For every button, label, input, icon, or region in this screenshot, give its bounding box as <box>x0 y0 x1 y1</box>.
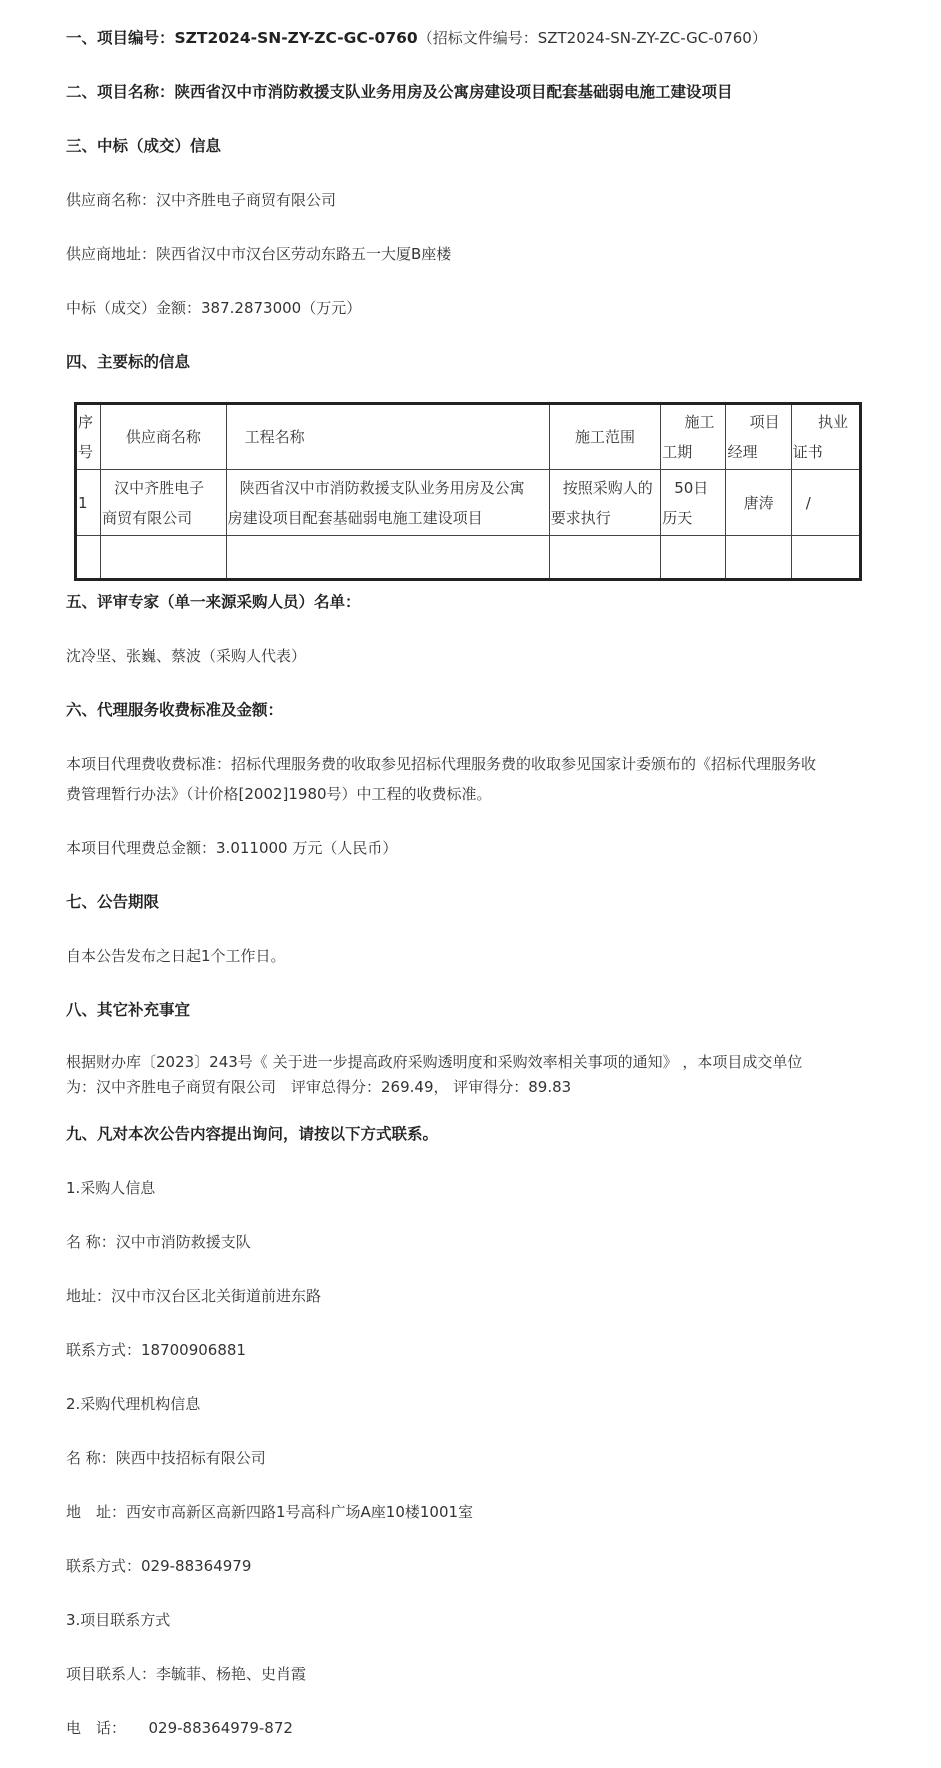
header-project: 工程名称 <box>226 404 549 470</box>
agency-name: 名 称：陕西中技招标有限公司 <box>66 1449 266 1467</box>
table-row-empty <box>76 536 861 580</box>
header-period: 施工 工期 <box>661 404 726 470</box>
project-contact-people: 项目联系人：李毓菲、杨艳、史肖霞 <box>66 1665 307 1683</box>
header-supplier: 供应商名称 <box>101 404 226 470</box>
award-info-heading: 三、中标（成交）信息 <box>66 137 222 155</box>
main-subject-heading: 四、主要标的信息 <box>66 353 191 371</box>
cell-seq: 1 <box>76 470 101 536</box>
buyer-contact: 联系方式：18700906881 <box>66 1341 246 1359</box>
cell-scope: 按照采购人的 要求执行 <box>549 470 660 536</box>
experts-heading: 五、评审专家（单一来源采购人员）名单： <box>66 593 361 611</box>
buyer-address: 地址：汉中市汉台区北关街道前进东路 <box>66 1287 322 1305</box>
table-row <box>76 470 861 536</box>
agency-address: 地 址：西安市高新区高新四路1号高科广场A座10楼1001室 <box>66 1503 474 1521</box>
other-matters-line2: 为：汉中齐胜电子商贸有限公司 评审总得分：269.49， 评审得分：89.83 <box>66 1078 572 1096</box>
cell-cert: / <box>791 470 860 536</box>
contact-heading: 九、凡对本次公告内容提出询问，请按以下方式联系。 <box>66 1125 439 1143</box>
agency-fee-standard-line1: 本项目代理费收费标准：招标代理服务费的收取参见招标代理服务费的收取参见国家计委颁布的《招标代理服务收 <box>66 755 817 773</box>
project-number-code: SZT2024-SN-ZY-ZC-GC-0760 <box>174 29 418 47</box>
cell-supplier: 汉中齐胜电子 商贸有限公司 <box>101 470 226 536</box>
cell-manager: 唐涛 <box>726 470 791 536</box>
cell-period: 50日 历天 <box>661 470 726 536</box>
project-name-heading: 二、项目名称：陕西省汉中市消防救援支队业务用房及公寓房建设项目配套基础弱电施工建设项目 <box>66 83 733 101</box>
project-contact-phone: 电 话： 029-88364979-872 <box>66 1719 293 1737</box>
award-amount: 中标（成交）金额：387.2873000（万元） <box>66 299 362 317</box>
project-number-label: 一、项目编号： <box>66 29 175 47</box>
subject-table <box>74 402 862 581</box>
table-header-row <box>76 404 861 470</box>
buyer-info-title: 1.采购人信息 <box>66 1179 156 1197</box>
other-matters-line1: 根据财办库〔2023〕243号《 关于进一步提高政府采购透明度和采购效率相关事项的通知》 ，本项目成交单位 <box>66 1053 803 1071</box>
agency-fee-heading: 六、代理服务收费标准及金额： <box>66 701 284 719</box>
project-number-line <box>66 28 767 48</box>
agency-fee-total: 本项目代理费总金额：3.011000 万元（人民币） <box>66 839 398 857</box>
notice-period-text: 自本公告发布之日起1个工作日。 <box>66 947 286 965</box>
agency-info-title: 2.采购代理机构信息 <box>66 1395 201 1413</box>
notice-period-heading: 七、公告期限 <box>66 893 160 911</box>
experts-names: 沈冷坚、张巍、蔡波（采购人代表） <box>66 647 307 665</box>
agency-fee-standard-line2: 费管理暂行办法》（计价格[2002]1980号）中工程的收费标准。 <box>66 785 492 803</box>
cell-project: 陕西省汉中市消防救援支队业务用房及公寓 房建设项目配套基础弱电施工建设项目 <box>226 470 549 536</box>
header-seq: 序 号 <box>76 404 101 470</box>
supplier-name: 供应商名称：汉中齐胜电子商贸有限公司 <box>66 191 337 209</box>
header-manager: 项目 经理 <box>726 404 791 470</box>
supplier-address: 供应商地址：陕西省汉中市汉台区劳动东路五一大厦B座楼 <box>66 245 452 263</box>
buyer-name: 名 称：汉中市消防救援支队 <box>66 1233 251 1251</box>
other-matters-heading: 八、其它补充事宜 <box>66 1001 191 1019</box>
agency-contact: 联系方式：029-88364979 <box>66 1557 252 1575</box>
project-contact-title: 3.项目联系方式 <box>66 1611 171 1629</box>
header-scope: 施工范围 <box>549 404 660 470</box>
header-cert: 执业 证书 <box>791 404 860 470</box>
tender-file-number: （招标文件编号：SZT2024-SN-ZY-ZC-GC-0760） <box>417 29 767 47</box>
